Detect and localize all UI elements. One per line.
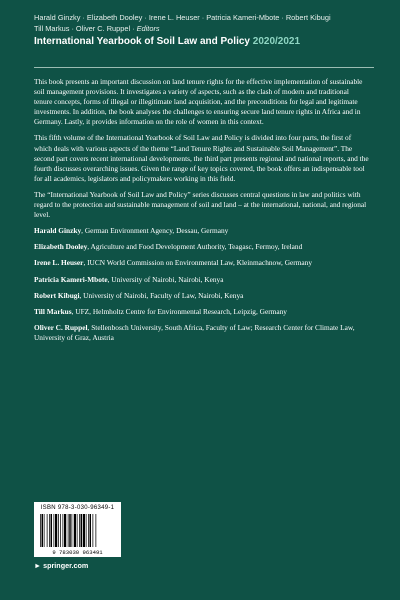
- barcode-stripe: [49, 514, 50, 547]
- barcode-stripe: [44, 514, 45, 547]
- description-paragraph: This book presents an important discussion on land tenure rights for the effective implementation of sustainable soil management provisions. It investigates a variety of aspects, such as the clash of modern and traditional tenure concepts, forms of illegal or illegitimate land acquisition, and the preconditions for legal and legitimate investments. In addition, the book analyses the challenges to ensuring secure land tenure rights in Africa and in Germany. Lastly, it provides information on the role of women in this context.: [34, 77, 363, 127]
- editor-name: Patricia Kameri-Mbote: [206, 13, 280, 22]
- barcode-stripe: [90, 514, 92, 547]
- contributor-affiliation: , IUCN World Commission on Environmental Law, Kleinmachnow, Germany: [83, 258, 313, 268]
- barcode-stripe: [96, 514, 97, 547]
- contributor-entry: [34, 307, 369, 317]
- barcode-stripe: [63, 514, 64, 547]
- editor-name: Irene L. Heuser: [148, 13, 200, 22]
- contributor-entry: [34, 258, 369, 268]
- barcode-stripe: [74, 514, 76, 547]
- barcode-stripe: [42, 514, 44, 547]
- contributor-name: Robert Kibugi: [34, 290, 80, 300]
- barcode-stripe: [51, 514, 53, 547]
- editor-name: Robert Kibugi: [285, 13, 331, 22]
- editor-name: Oliver C. Ruppel: [75, 24, 131, 33]
- barcode-stripe: [58, 514, 59, 547]
- barcode-stripe: [88, 514, 89, 547]
- contributor-entry: [34, 323, 369, 343]
- isbn-label: ISBN 978-3-030-96349-1: [40, 505, 115, 511]
- book-year: 2020/2021: [252, 36, 301, 47]
- editor-name: Elizabeth Dooley: [86, 13, 143, 22]
- barcode-stripe: [40, 514, 41, 547]
- barcode-bars: [40, 514, 115, 547]
- editor-separator: ·: [281, 13, 284, 22]
- barcode-stripe: [55, 514, 57, 547]
- contributor-name: Patricia Kameri-Mbote: [34, 274, 108, 284]
- header-divider: [34, 67, 374, 68]
- contributor-affiliation: , University of Nairobi, Faculty of Law, Nairobi, Kenya: [79, 290, 244, 300]
- barcode-stripe: [72, 514, 73, 547]
- editor-separator: ·: [82, 13, 85, 22]
- publisher-url[interactable]: springer.com: [43, 561, 89, 570]
- editor-separator: ·: [201, 13, 205, 22]
- barcode-stripe: [83, 514, 85, 547]
- book-title-line: [34, 35, 374, 49]
- editor-separator: ·: [71, 24, 74, 33]
- description-paragraph: This fifth volume of the International Yearbook of Soil Law and Policy is divided into four parts, the first of which deals with various aspects of the theme “Land Tenure Rights and Sustainable Soil Management”. The second part covers recent international developments, the third part presents regional and national reports, and the fourth discusses overarching issues. Given the range of key topics covered, the book offers an indispensable tool for all academics, legislators and policymakers working in this field.: [34, 133, 369, 183]
- contributor-affiliation: , UFZ, Helmholtz Centre for Environmental Research, Leipzig, Germany: [71, 306, 287, 316]
- barcode-stripe: [79, 514, 80, 547]
- barcode-stripe: [54, 514, 55, 547]
- description-paragraph: The “International Yearbook of Soil Law and Policy” series discusses central questions in law and politics with regard to the protection and sustainable management of soil and land – at the international, national, and regional level.: [34, 189, 367, 220]
- editors-role: Editors: [136, 24, 160, 33]
- editor-name: Harald Ginzky: [34, 13, 81, 22]
- barcode-stripe: [47, 514, 48, 547]
- blurb: [34, 77, 369, 349]
- publisher-site[interactable]: [34, 561, 88, 570]
- contributor-name: Oliver C. Ruppel: [34, 322, 88, 332]
- editor-separator: ·: [132, 24, 135, 33]
- contributor-affiliation: , University of Nairobi, Nairobi, Kenya: [107, 274, 224, 284]
- barcode-stripe: [60, 514, 61, 547]
- contributor-name: Irene L. Heuser: [34, 258, 84, 268]
- contributor-affiliation: , Agriculture and Food Development Authority, Teagasc, Fermoy, Ireland: [87, 242, 303, 252]
- contributor-name: Harald Ginzky: [34, 226, 82, 236]
- contributor-entry: [34, 226, 369, 236]
- editors-line: [34, 23, 374, 34]
- contributor-affiliation: , Stellenbosch University, South Africa, Faculty of Law; Research Center for Climate Law, University of Graz, Austria: [34, 322, 355, 342]
- barcode-stripe: [81, 514, 83, 547]
- barcode-stripe: [77, 514, 78, 547]
- editor-separator: ·: [144, 13, 147, 22]
- cover-header: [34, 12, 374, 49]
- contributor-name: Elizabeth Dooley: [34, 242, 88, 252]
- contributor-entry: [34, 242, 369, 252]
- editors-line: [34, 12, 374, 23]
- editor-name: Till Markus: [34, 24, 70, 33]
- book-title: International Yearbook of Soil Law and Policy: [34, 36, 250, 47]
- barcode-stripe: [93, 514, 94, 547]
- contributor-affiliation: , German Environment Agency, Dessau, Germany: [81, 226, 229, 236]
- barcode-stripe: [69, 514, 71, 547]
- contributor-entry: [34, 275, 369, 285]
- barcode-stripe: [64, 514, 66, 547]
- contributor-name: Till Markus: [34, 306, 72, 316]
- barcode-stripe: [86, 514, 87, 547]
- barcode-stripe: [68, 514, 69, 547]
- contributor-entry: [34, 291, 369, 301]
- barcode-digits: 9 783030 963491: [52, 549, 103, 556]
- isbn-barcode: [34, 502, 121, 557]
- arrow-right-icon: ►: [34, 561, 42, 570]
